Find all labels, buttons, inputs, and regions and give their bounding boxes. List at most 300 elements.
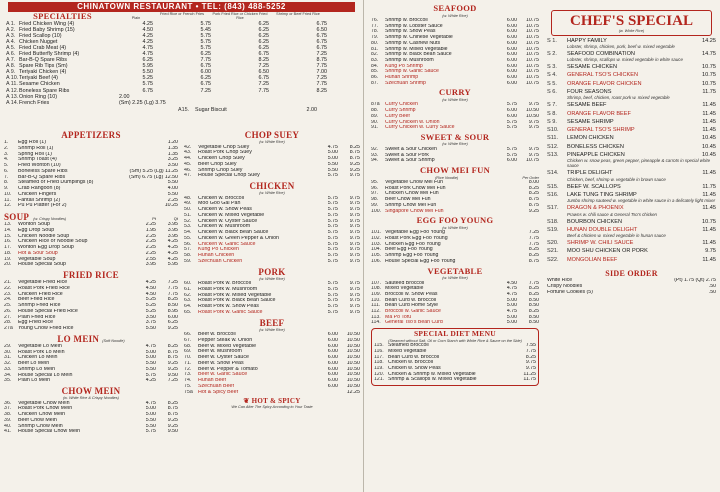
item-price: 14.25: [702, 37, 716, 44]
item-price-plain: 4.75: [142, 51, 153, 58]
item-price-pint: 6.00: [327, 372, 338, 378]
item-number: 37.: [4, 406, 12, 412]
item-price-quart: 8.75: [528, 202, 539, 208]
item-price-french: 5.75: [200, 39, 211, 46]
item-name: Chicken Nugget: [19, 39, 58, 46]
sweet-sour-list: [371, 147, 539, 164]
chef-special-row: [547, 248, 716, 254]
item-name: Chicken & Shrimp w. Mixed Vegetable: [388, 371, 476, 377]
item-price: 10.75: [702, 72, 716, 79]
chef-special-row: [547, 240, 716, 246]
item-price-pint: 5.75: [327, 298, 338, 304]
item-name: Roast Pork Chow Mein: [18, 406, 73, 412]
item-price-quart: 8.50: [528, 297, 539, 303]
item-price-quart: 8.25: [528, 191, 539, 197]
item-price-french: 5.75: [200, 45, 211, 52]
chef-special-item: [547, 72, 716, 78]
item-price-pint: 6.00: [506, 63, 517, 69]
item-number: 11.: [4, 197, 11, 203]
item-price-pint: 1.95: [145, 227, 156, 233]
item-price-pint: 6.00: [506, 57, 517, 63]
item-number: 111.: [371, 303, 381, 309]
item-number: 46.: [184, 167, 192, 173]
item-name: Shrimp & Scallops w. Mixed Vegetable: [388, 377, 477, 383]
item-number: 119.: [374, 365, 384, 371]
item-price-quart: 9.75: [528, 125, 539, 131]
item-price-quart: 8.50: [528, 320, 539, 326]
item-name: Chicken Chow Mei Fun: [385, 191, 439, 197]
item-name: Vegetable Chow Mei Fun: [385, 180, 443, 186]
seafood-list: [371, 18, 539, 86]
item-number: 6.: [4, 168, 9, 174]
special-diet-box: SPECIAL DIET MENU (Steamed without Salt, Oil or Corn Starch with White Rice & Sauce on the Side) 115. Steamed Broccoli 7.55 116. Mixed Vegetable 7.75 117. Bean Curd w. Broccoli 8.25 118. Chicken w. Broccoli 9.75 119. Chicken w. Snow Peas 9.75 120. Chicken & Shrimp w. Mixed Vegetable 11.25 121. Shrimp & Scallops w. Mixed Vegetable 11.75: [371, 328, 539, 386]
item-name: GENERAL TSO'S CHICKEN: [567, 72, 639, 79]
item-name: Chicken w. Snow Peas: [388, 365, 441, 371]
item-price-french: 6.25: [200, 51, 211, 58]
header-banner: CHINATOWN RESTAURANT • TEL: (843) 488-5252: [8, 2, 355, 12]
menu-middle-panel: SEAFOOD (w. White Rice) 76. Shrimp w. Broccoli 6.00 10.75 77. Shrimp w. Lobster Sauce 6.00 10.75 78. Shrimp w. Snow Peas 6.00 10.75 79. Shrimp w. Chinese Vegetable 6.00 10.75 80. Shrimp w. Cashew Nuts 6.00 10.75 81. Shrimp w. Mixed Vegetable 6.00 10.75 82. Shrimp w. Black Bean Sauce 6.00 10.75 83. Shrimp w. Mushroom 6.00 10.75 84. Kung Po Shrimp 6.00 10.75 85. Shrimp w. Garlic Sauce 6.00 10.75 86. Hunan Shrimp 6.00 10.75 87. Szechuan Shrimp 6.00 10.75 CURRY (w. White Rice) 87a Curry Chicken 5.75 9.75 88. Curry Shrimp 6.00 10.50 89. Curry Beef 6.00 10.50 90. Curry Chicken w. Onion 5.75 9.75 91. Curry Chicken w. Curry Sauce 5.75 9.75 SWEET & SOUR (w. White Rice) 92. Sweet & Sour Chicken 5.75 9.75 93. Sweet & Sour Pork 5.75 9.75 94. Sweet & Sour Shrimp 6.00 10.75 CHOW MEI FUN (Rice Noodle) Per Order 95. Vegetable Chow Mei Fun 8.00 96. Roast Pork Chow Mei Fun 8.25 97. Chicken Chow Mei Fun 8.25 98. Beef Chow Mei Fun 8.75 99. Shrimp Chow Mei Fun 8.75 100. Singapore Chow Mei Fun 9.25 EGG FOO YOUNG (w. White Rice) 101. Vegetable Egg Foo Young 7.25 102. Roast Pork Egg Foo Young 7.75 103. Chicken Egg Foo Young 7.75 104. Beef Egg Foo Young 8.25 105. Shrimp Egg Foo Young 8.25 106. House Special Egg Foo Young 8.75 VEGETABLE (w. White Rice) 107. Sauteed Broccoli 4.50 7.75 108. Mixed Vegetable 4.75 8.25 109. Broccoli w. Snow Peas 4.75 8.25 110. Bean Curd w. Broccoli 5.00 8.50 111. Bean Curd Home Style 5.00 8.50 112. Broccoli w. Garlic Sauce 4.75 8.25 113. Ma Po Tofu 5.00 8.50 114. General Tso's Bean Curd 5.00 8.50 SPECIAL DIET MENU (Steamed without Salt, Oil or Corn Starch with White Rice & Sauce on the Side) 115. Steamed Broccoli 7.55 116. Mixed Vegetable 7.75 117. Bean Curd w. Broccoli 8.25 118. Chicken w. Broccoli 9.75 119. Chicken w. Snow Peas 9.75 120. Chicken & Shrimp w. Mixed Vegetable 11.25 121. Shrimp & Scallops w. Mixed Vegetable 11.75: [365, 0, 543, 492]
item-price-shrimp: 6.50: [316, 27, 327, 34]
chef-special-item: [547, 170, 716, 181]
item-price: 11.45: [702, 127, 716, 134]
item-price-plain: (Sm) 2.25 (Lg) 3.75: [119, 99, 166, 106]
chef-special-row: [547, 257, 716, 263]
item-price: 11.75: [523, 377, 536, 383]
item-number: 75a: [184, 389, 193, 395]
item-price-quart: 9.75: [349, 304, 360, 309]
item-price-quart: 10.75: [526, 52, 539, 58]
item-name: Curry Shrimp: [385, 108, 416, 114]
menu-item: [184, 259, 360, 265]
item-price-pint: 6.00: [506, 52, 517, 58]
item-price-quart: 10.50: [346, 372, 360, 378]
item-price-pint: 3.50: [145, 314, 156, 320]
item-price-pint: 5.75: [327, 212, 338, 218]
item-price-shrimp: 8.75: [316, 57, 327, 64]
menu-item: [547, 290, 716, 296]
item-number: 13.: [4, 222, 12, 227]
item-number: 112.: [371, 309, 381, 315]
item-name: Chicken w. Garlic Sauce: [198, 241, 256, 247]
item-price-quart: 12.25: [346, 389, 360, 395]
item-price-quart: 10.50: [346, 366, 360, 372]
item-number: 63.: [184, 298, 192, 304]
item-name: Sweet & Sour Shrimp: [385, 158, 435, 164]
item-number: 28.: [4, 320, 12, 326]
item-name: Plain Lo Mein: [18, 378, 51, 384]
item-price: 9.75: [525, 365, 536, 371]
item-price-quart: 4.25: [167, 256, 178, 262]
item-price-plain: 6.75: [142, 87, 153, 94]
item-number: 7.: [4, 174, 9, 180]
item-price-shrimp: 7.00: [316, 69, 327, 76]
item-number: 113.: [371, 314, 381, 320]
item-price-shrimp: 7.75: [316, 81, 327, 88]
item-name: BONELESS CHICKEN: [567, 143, 624, 150]
item-name: Shrimp Lo Mein: [18, 366, 56, 372]
item-name: SESAME CHICKEN: [567, 64, 618, 71]
chef-special-row: [547, 72, 716, 78]
item-name: Vegetable Lo Mein: [18, 343, 62, 349]
item-number: 100.: [371, 208, 382, 214]
item-price-pint: 5.75: [327, 201, 338, 207]
item-name: BOURBON CHICKEN: [567, 218, 623, 225]
item-price-pint: 5.50: [145, 423, 156, 429]
item-name: BEEF W. SCALLOPS: [567, 183, 621, 190]
item-price: 11.45: [702, 110, 716, 117]
item-description: Chicken, beef, shrimp w. vegetable in brown sauce: [567, 176, 666, 182]
item-price-pint: 5.00: [145, 406, 156, 412]
chef-special-item: [547, 144, 716, 150]
item-price-french: 6.75: [200, 63, 211, 70]
beef-list: [184, 332, 360, 395]
item-name: Hot & Sour Soup: [18, 250, 58, 256]
chef-special-item: [547, 240, 716, 246]
item-price-pint: 5.25: [145, 297, 156, 303]
item-price-quart: 7.25: [528, 230, 539, 236]
item-price-pint: 5.50: [145, 366, 156, 372]
side-order-list: [547, 278, 716, 295]
menu-item: [184, 390, 360, 396]
item-name: Broccoli w. Garlic Sauce: [385, 309, 441, 315]
item-price: .50: [708, 289, 716, 295]
item-price-quart: 4.25: [167, 250, 178, 256]
item-price-pint: 6.00: [506, 75, 517, 81]
item-name: Shrimp w. Garlic Sauce: [385, 69, 439, 75]
item-price-quart: 9.75: [528, 146, 539, 152]
item-price-quart: 8.75: [167, 412, 178, 417]
item-price-quart: 9.75: [349, 230, 360, 235]
item-name: Sesame Chicken: [19, 81, 60, 88]
item-price-pint: 4.25: [145, 378, 156, 384]
special-diet-title: SPECIAL DIET MENU: [413, 329, 497, 339]
item-description: Shrimp, beef, chicken, roast pork w. mixed vegetable: [567, 95, 670, 101]
item-price-french: 6.25: [200, 75, 211, 82]
item-number: 49.: [184, 201, 192, 207]
item-name: Curry Chicken: [385, 102, 418, 108]
chef-special-row: [547, 127, 716, 133]
item-name: Bean Curd w. Broccoli: [385, 297, 437, 303]
chef-special-row: [547, 135, 716, 141]
item-number: 86.: [371, 75, 379, 81]
item-price-pint: 2.25: [145, 239, 156, 245]
item-price-quart: 10.50: [526, 113, 539, 119]
item-price-pint: 5.75: [327, 195, 338, 201]
item-number: 2.: [4, 145, 9, 151]
item-number: 47.: [184, 173, 192, 179]
item-name: Chicken w. Broccoli: [198, 195, 244, 201]
item-price: 11.75: [702, 88, 716, 95]
item-number: 65.: [184, 309, 192, 315]
item-price: 10.45: [702, 135, 716, 142]
item-price: 11.45: [702, 118, 716, 125]
item-name: Kung Po Shrimp: [385, 63, 423, 69]
item-name: MONGOLIAN BEEF: [567, 256, 618, 263]
item-price-pint: 6.00: [506, 40, 517, 46]
item-name: Bean Curd Home Style: [385, 303, 439, 309]
item-name: Chicken w. Oyster Sauce: [198, 218, 258, 224]
item-number: 70.: [184, 355, 192, 360]
item-price-quart: 10.50: [346, 378, 360, 383]
item-price-quart: 8.25: [528, 253, 539, 259]
item-price-quart: 10.75: [526, 63, 539, 69]
item-name: Shrimp w. Lobster Sauce: [385, 23, 443, 29]
chef-special-title: CHEF'S SPECIAL: [570, 13, 693, 29]
item-name: Sweet & Sour Chicken: [385, 146, 437, 152]
item-price-plain: 6.25: [142, 57, 153, 64]
item-name: Szechuan Shrimp: [385, 80, 426, 86]
item-price-pint: 5.75: [327, 247, 338, 253]
item-number: 64.: [184, 304, 192, 309]
item-name: ORANGE FLAVOR BEEF: [567, 110, 631, 117]
item-name: Wonton Egg Drop Soup: [18, 245, 74, 250]
item-number: A 2.: [6, 27, 16, 34]
item-number: 110.: [371, 297, 381, 303]
item-description: Beef & chicken w. mixed vegetable in hunan sauce: [567, 233, 666, 239]
item-price: 2.25: [167, 197, 178, 203]
item-name: Boneless Spare Ribs: [18, 168, 68, 174]
menu-item: [4, 378, 178, 384]
item-number: 27a: [4, 326, 13, 331]
item-name: DRAGON & PHOENIX: [567, 205, 624, 212]
item-name: Egg Roll (1): [18, 140, 46, 145]
item-price-quart: 8.75: [349, 156, 360, 161]
menu-item: [184, 173, 360, 179]
item-name: Shrimp w. Broccoli: [385, 18, 428, 23]
item-name: FOUR SEASONS: [567, 88, 612, 95]
item-name: HUNAN DOUBLE DELIGHT: [567, 226, 638, 233]
menu-item: [371, 320, 539, 326]
item-price: 11.75: [702, 183, 716, 190]
item-name: Shrimp w. Black Bean Sauce: [385, 52, 452, 58]
item-price-pint: 4.75: [506, 309, 517, 315]
item-name: Chicken Noodle Soup: [18, 233, 70, 239]
item-number: 60.: [184, 281, 192, 286]
item-price-quart: 8.75: [528, 258, 539, 264]
item-number: 19.: [4, 256, 12, 262]
item-price-pint: 6.00: [506, 35, 517, 41]
item-price-pint: 5.00: [145, 412, 156, 417]
item-name: Sweet & Sour Pork: [385, 152, 429, 158]
chef-special-item: [547, 38, 716, 49]
appetizers-title: APPETIZERS: [61, 130, 121, 140]
item-price-chicken: 7.25: [258, 81, 269, 88]
item-price-pint: 5.75: [327, 241, 338, 247]
item-price-pint: 2.25: [145, 245, 156, 250]
item-number: 67.: [184, 337, 192, 343]
item-price: 11.25: [523, 371, 536, 377]
item-number: 52.: [184, 218, 192, 224]
item-price-quart: 8.50: [528, 314, 539, 320]
item-price-pint: 2.25: [145, 233, 156, 239]
item-number: 71.: [184, 360, 192, 366]
item-price-pint: 6.00: [327, 360, 338, 366]
item-number: 58.: [184, 253, 192, 258]
item-price-quart: 3.95: [167, 222, 178, 227]
item-number: 45.: [184, 161, 192, 167]
item-number: 10.: [4, 191, 12, 197]
item-number: 42.: [184, 144, 192, 150]
item-name: Beef Chop Suey: [198, 161, 237, 167]
item-price-quart: 10.75: [526, 75, 539, 81]
item-price-pint: 5.00: [506, 320, 517, 326]
item-price-quart: 9.75: [349, 218, 360, 224]
item-name: Hot & Spicy Beef: [198, 389, 239, 395]
item-name: SEAFOOD COMBINATION: [567, 50, 635, 57]
item-price-shrimp: 8.25: [316, 87, 327, 94]
item-name: Roast Pork Egg Foo Young: [385, 235, 448, 241]
item-price-quart: 6.00: [167, 314, 178, 320]
item-price: 11.45: [702, 102, 716, 109]
item-price-chicken: 6.75: [258, 75, 269, 82]
item-price-chicken: 7.75: [258, 87, 269, 94]
item-name: Roast Pork w. Mixed Vegetable: [198, 292, 272, 298]
item-price-pint: 6.00: [327, 383, 338, 389]
item-name: Bar-B-Q Spare Ribs: [19, 57, 67, 64]
special-diet-list: [374, 343, 536, 383]
item-number: 31.: [4, 355, 12, 361]
item-price-quart: 8.25: [528, 286, 539, 292]
item-name: SESAME SHRIMP: [567, 118, 614, 125]
item-price-quart: 9.75: [349, 253, 360, 258]
item-name: Egg Fried Rice: [18, 320, 54, 326]
item-price-quart: 9.75: [528, 152, 539, 158]
item-number: 34.: [4, 372, 12, 378]
item-name: Kung Po Chicken: [198, 247, 239, 253]
item-price-chicken: 6.75: [258, 51, 269, 58]
chef-special-item: [547, 51, 716, 62]
chef-special-item: [547, 257, 716, 263]
item-price-quart: 9.75: [349, 224, 360, 230]
side-order-title: SIDE ORDER: [605, 269, 658, 279]
item-name: Chicken Egg Foo Young: [385, 241, 441, 247]
item-price-pint: 3.75: [145, 320, 156, 326]
item-name: Beef w. Pepper & Tomato: [198, 366, 258, 372]
chef-special-item: [547, 102, 716, 108]
item-number: 88.: [371, 108, 379, 114]
item-number: 51.: [184, 212, 192, 218]
chef-special-item: [547, 89, 716, 100]
item-number: 1.: [4, 140, 9, 145]
item-name: Onion Ring (10): [19, 93, 58, 100]
item-price-quart: 4.25: [167, 245, 178, 250]
item-number: 90.: [371, 119, 379, 125]
item-price: 11.45: [702, 226, 716, 233]
item-number: S 9.: [547, 118, 557, 125]
item-number: 91.: [371, 125, 379, 131]
item-price-quart: 8.25: [528, 291, 539, 297]
item-name: SHRIMP W. CHILI SAUCE: [567, 240, 634, 247]
item-price-pint: 5.75: [327, 258, 338, 264]
chef-special-item: [547, 119, 716, 125]
chow-mei-fun-title: CHOW MEI FUN: [419, 165, 491, 176]
item-price-french: 5.75: [200, 33, 211, 40]
item-price: 11.45: [702, 256, 716, 263]
item-number: 104.: [371, 247, 382, 253]
item-price: 4.00: [167, 186, 178, 191]
item-number: 105.: [371, 253, 382, 259]
item-price-pint: 6.00: [506, 108, 517, 114]
item-number: 107.: [371, 280, 382, 286]
item-price: 3.25: [167, 157, 178, 163]
item-number: S12.: [547, 143, 559, 150]
item-price-plain: 4.25: [142, 33, 153, 40]
item-name: Shrimp Egg Foo Young: [385, 253, 439, 259]
item-price-pint: 5.75: [327, 304, 338, 309]
item-number: S 4.: [547, 72, 557, 79]
menu-item: [4, 326, 178, 332]
item-price-quart: 9.25: [349, 161, 360, 167]
item-price-quart: 10.75: [526, 23, 539, 29]
item-name: PINEAPPLE CHICKEN: [567, 152, 625, 159]
item-name: Fried Wonton (10): [18, 163, 61, 168]
chef-special-item: [547, 111, 716, 117]
item-price-pint: 5.50: [145, 326, 156, 331]
chef-special-row: [547, 184, 716, 190]
item-name: Shrimp Roll (1): [18, 145, 54, 151]
item-number: 98.: [371, 197, 379, 203]
item-name: House Special Chop Suey: [198, 173, 260, 179]
item-number: 102.: [371, 235, 382, 241]
item-name: Roast Pork Lo Mein: [18, 349, 65, 355]
item-number: 109.: [371, 291, 382, 297]
item-name: Beef w. Broccoli: [198, 332, 236, 337]
item-price-quart: 9.75: [349, 195, 360, 201]
item-price-pint: 3.95: [145, 262, 156, 268]
item-number: 77.: [371, 23, 379, 29]
item-price: 10.75: [702, 64, 716, 71]
item-price-quart: 9.75: [349, 201, 360, 207]
item-number: A 7.: [6, 57, 16, 64]
item-price-quart: 8.75: [528, 197, 539, 203]
menu-item: [371, 81, 539, 87]
pepper-icon: ❦: [243, 397, 250, 406]
item-name: Chicken w. Mixed Vegetable: [198, 212, 265, 218]
item-price-quart: 9.25: [349, 167, 360, 173]
item-number: 121.: [374, 377, 385, 383]
chef-special-item: [547, 135, 716, 141]
item-price-pint: 5.00: [327, 156, 338, 161]
item-number: 50.: [184, 207, 192, 212]
fried-rice-list: [4, 280, 178, 332]
col-chicken: Pork Fried Rice or Chicken Fried Rice: [212, 12, 268, 21]
item-price-quart: 9.50: [167, 372, 178, 378]
item-price-pint: 6.00: [506, 69, 517, 75]
item-price: 10.75: [702, 80, 716, 87]
col-french: Fried Rice or French Fries: [159, 12, 205, 16]
item-number: 99.: [371, 202, 379, 208]
item-number: 92.: [371, 146, 379, 152]
chow-mei-fun-list: [371, 180, 539, 214]
egg-foo-young-title: EGG FOO YOUNG: [416, 215, 494, 226]
item-price-pint: 2.55: [145, 256, 156, 262]
beef-title: BEEF: [259, 317, 285, 328]
item-price-pint: 5.75: [327, 173, 338, 179]
item-number: 55.: [184, 235, 192, 241]
item-name: Beef w. Snow Peas: [198, 360, 244, 366]
item-number: 72.: [184, 366, 192, 372]
item-price: 1.20: [167, 140, 178, 145]
item-name: Roast Pork w. Black Bean Sauce: [198, 298, 276, 304]
item-name: Curry Chicken w. Curry Sauce: [385, 125, 455, 131]
item-name: LAKE TUNG TING SHRIMP: [567, 191, 637, 198]
item-number: S 3.: [547, 64, 557, 71]
item-price-quart: 10.50: [346, 337, 360, 343]
item-number: A 6.: [6, 51, 16, 58]
item-price-quart: 8.95: [167, 308, 178, 314]
item-price-quart: 8.25: [528, 309, 539, 315]
item-price: 7.55: [525, 343, 536, 349]
